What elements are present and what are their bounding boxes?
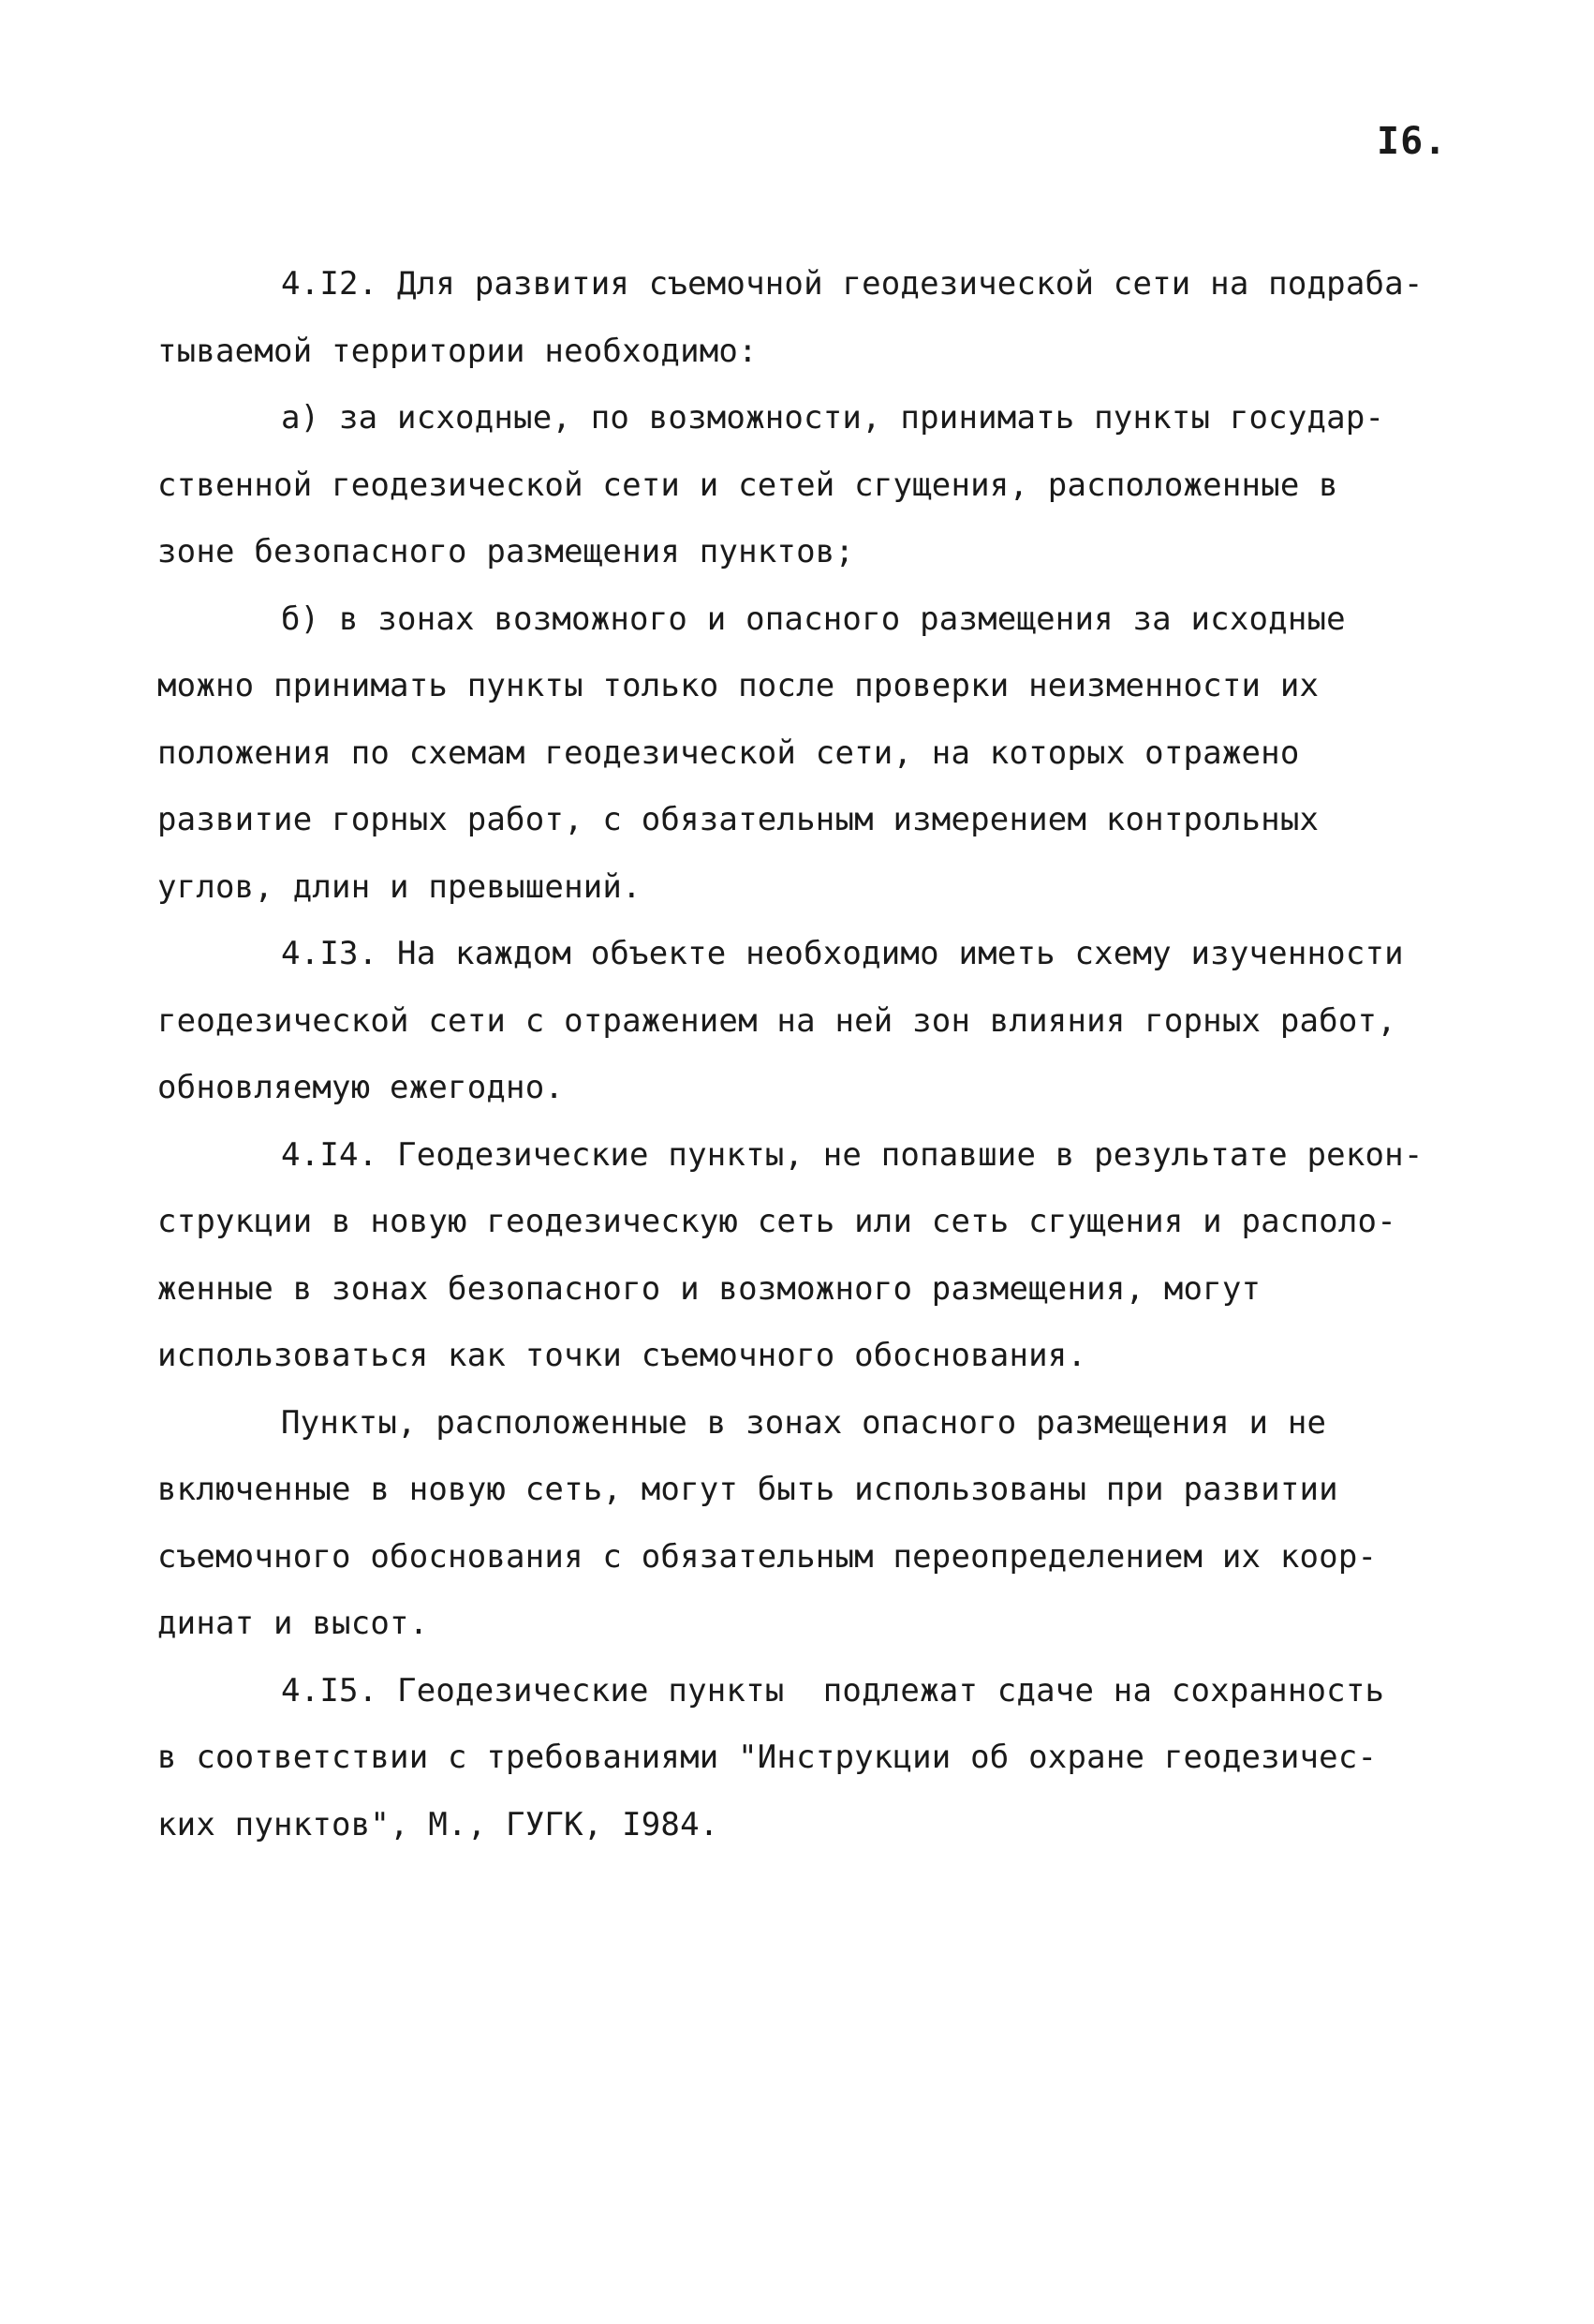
text-line: развитие горных работ, с обязательным измерением контрольных <box>157 801 1320 838</box>
text-line: 4.I4. Геодезические пункты, не попавшие в результате рекон- <box>281 1135 1424 1174</box>
body-text <box>157 251 1487 1858</box>
text-line: струкции в новую геодезическую сеть или сеть сгущения и располо- <box>157 1203 1396 1240</box>
text-line: геодезической сети с отражением на ней зон влияния горных работ, <box>157 1001 1396 1040</box>
text-line: а) за исходные, по возможности, принимать пункты государ- <box>281 399 1385 437</box>
text-line: ких пунктов", М., ГУГК, I984. <box>157 1805 719 1843</box>
text-line: женные в зонах безопасного и возможного размещения, могут <box>157 1269 1262 1308</box>
text-line: 4.I5. Геодезические пункты подлежат сдаче на сохранность <box>281 1671 1385 1710</box>
text-line: положения по схемам геодезической сети, на которых отражено <box>157 733 1300 772</box>
text-line: ственной геодезической сети и сетей сгущения, расположенные в <box>157 466 1338 504</box>
text-line: углов, длин и превышений. <box>157 867 642 906</box>
page-number: I6. <box>1377 120 1448 163</box>
text-line: 4.I2. Для развития съемочной геодезической сети на подраба- <box>281 265 1424 303</box>
text-line: включенные в новую сеть, могут быть использованы при развитии <box>157 1471 1338 1508</box>
text-line: зоне безопасного размещения пунктов; <box>157 533 855 570</box>
text-line: съемочного обоснования с обязательным переопределением их коор- <box>157 1537 1378 1576</box>
text-line: 4.I3. На каждом объекте необходимо иметь схему изученности <box>281 935 1404 972</box>
text-line: динат и высот. <box>157 1605 429 1642</box>
text-line: б) в зонах возможного и опасного размещения за исходные <box>281 600 1346 638</box>
text-line: тываемой территории необходимо: <box>157 332 758 370</box>
text-line: Пункты, расположенные в зонах опасного размещения и не <box>281 1403 1327 1442</box>
text-line: можно принимать пункты только после проверки неизменности их <box>157 667 1320 704</box>
text-line: обновляемую ежегодно. <box>157 1069 565 1106</box>
text-line: использоваться как точки съемочного обоснования. <box>157 1337 1087 1374</box>
text-line: в соответствии с требованиями "Инструкции об охране геодезичес- <box>157 1739 1378 1776</box>
